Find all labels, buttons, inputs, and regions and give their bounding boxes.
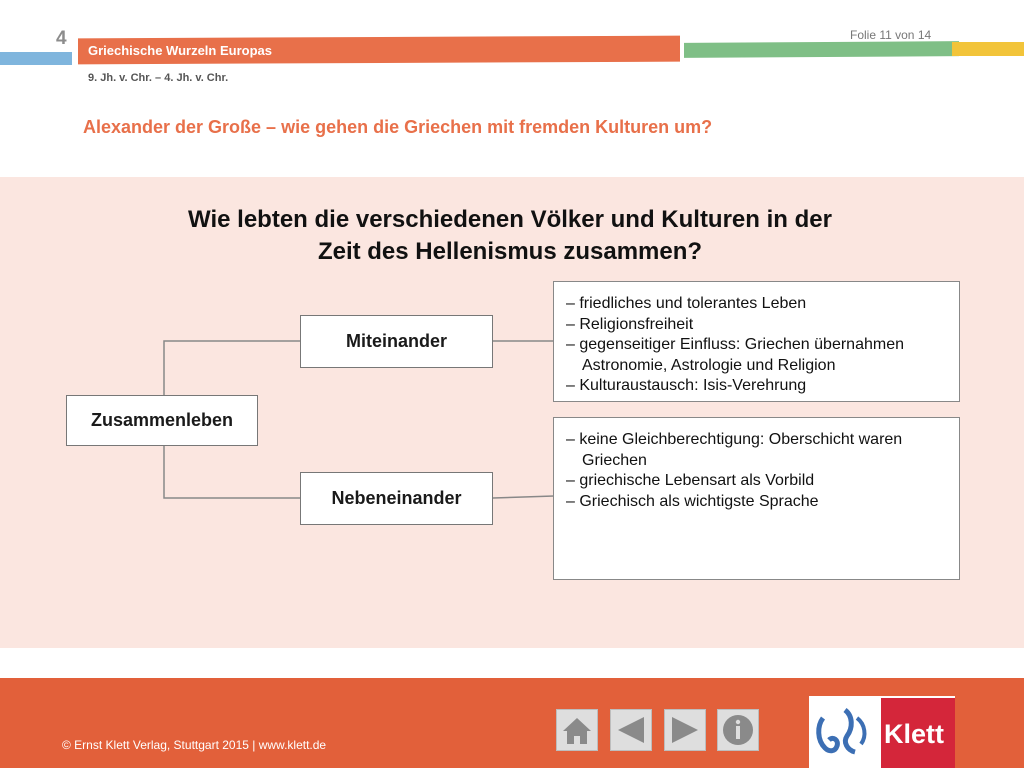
detail-item: – gegenseitiger Einfluss: Griechen übernahmen Astronomie, Astrologie und Religion: [566, 335, 949, 376]
detail-item: – keine Gleichberechtigung: Oberschicht waren Griechen: [566, 430, 949, 471]
node-nebeneinander: Nebeneinander: [300, 472, 493, 525]
main-question-line-2: Zeit des Hellenismus zusammen?: [317, 238, 703, 265]
copyright-text: © Ernst Klett Verlag, Stuttgart 2015 | www.klett.de: [62, 738, 327, 752]
node-miteinander: Miteinander: [300, 315, 493, 368]
connector-bottom-to-details: [493, 496, 554, 498]
details-nebeneinander: [553, 417, 960, 580]
next-slide-button[interactable]: [664, 709, 706, 751]
detail-item: – friedliches und tolerantes Leben: [566, 294, 949, 315]
main-question-line-1: Wie lebten die verschiedenen Völker und Kulturen in der: [188, 206, 832, 233]
node-zusammenleben: Zusammenleben: [66, 395, 258, 446]
connector-root-to-bottom: [164, 445, 301, 498]
previous-icon: [611, 710, 651, 750]
period-label: 9. Jh. v. Chr. – 4. Jh. v. Chr.: [88, 72, 229, 84]
connector-root-to-top: [164, 341, 301, 395]
chapter-title: Griechische Wurzeln Europas: [88, 43, 272, 58]
detail-item: – griechische Lebensart als Vorbild: [566, 471, 949, 492]
lesson-title: Alexander der Große – wie gehen die Griechen mit fremden Kulturen um?: [83, 117, 713, 137]
info-icon: [718, 710, 758, 750]
home-button[interactable]: [556, 709, 598, 751]
next-icon: [665, 710, 705, 750]
slide-counter: Folie 11 von 14: [850, 28, 932, 42]
klett-emblem-icon: [809, 696, 881, 768]
info-button[interactable]: [717, 709, 759, 751]
details-miteinander: [553, 281, 960, 402]
home-icon: [557, 710, 597, 750]
detail-item: – Religionsfreiheit: [566, 315, 949, 336]
chapter-number: 4: [56, 28, 67, 49]
klett-logo-text: Klett: [884, 719, 944, 749]
detail-item: – Griechisch als wichtigste Sprache: [566, 492, 949, 513]
detail-item: – Kulturaustausch: Isis-Verehrung: [566, 376, 949, 397]
previous-slide-button[interactable]: [610, 709, 652, 751]
